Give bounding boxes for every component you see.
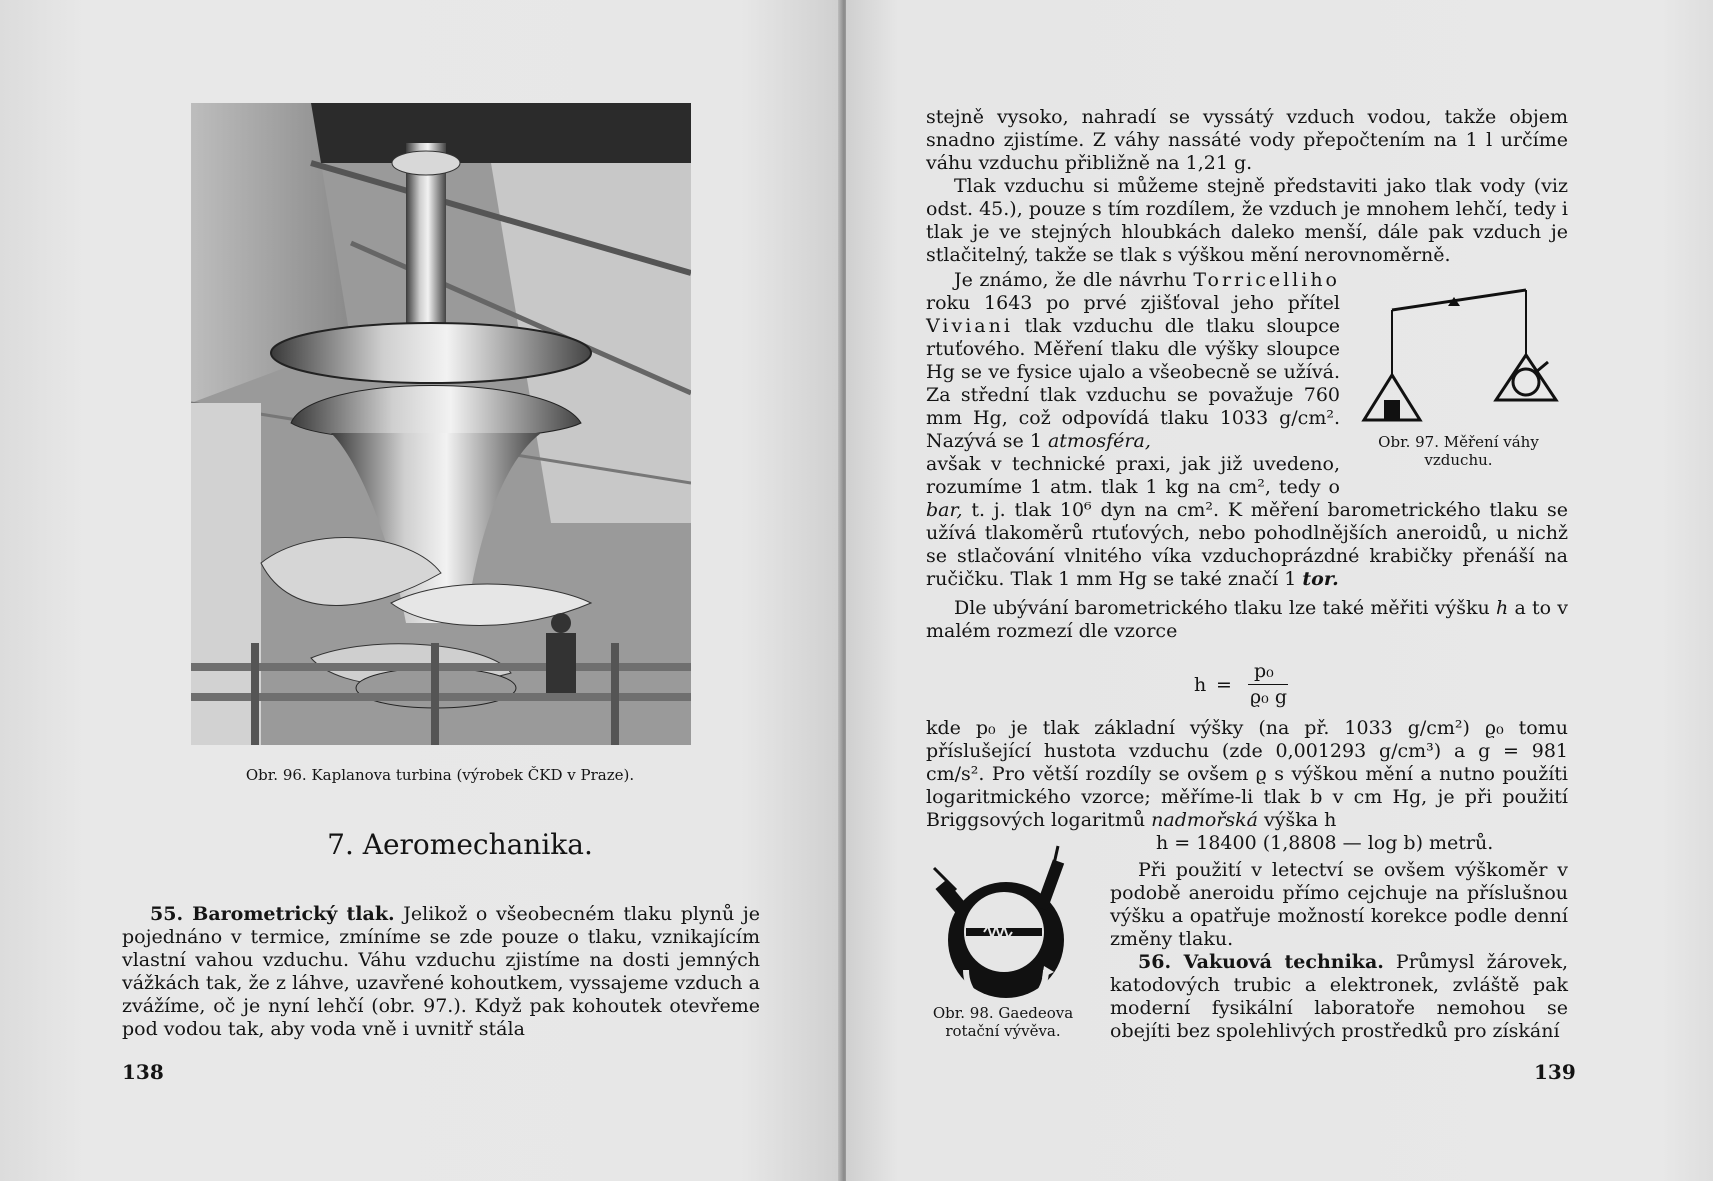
name-viviani: Viviani	[926, 315, 1013, 337]
paragraph-3-narrow-b	[926, 453, 1340, 499]
term-atmosfera: atmosféra,	[1047, 430, 1151, 452]
p3-mid2: tlak vzduchu dle tlaku sloupce rtuťového. Měření tlaku dle výšky sloupce Hg se ve fysice ujalo a všeobecně se užívá. Za střední tlak vzduchu se považuje 760 mm Hg, což odpovídá tlaku 1033 g/cm². Nazývá se 1	[926, 315, 1340, 452]
p3-start: Je známo, že dle návrhu	[954, 269, 1187, 291]
figure-97-caption: Obr. 97. Měření váhy vzduchu.	[1378, 433, 1539, 469]
balance-scale-figure	[1354, 280, 1564, 430]
paragraph-2: Tlak vzduchu si můžeme stejně představiti jako tlak vody (viz odst. 45.), pouze s tím rozdílem, že vzduch je mnohem lehčí, tedy i tlak je ve stejných hloubkách daleko menší, dále pak vzduch je stlačitelný, takže se tlak s výškou mění nerovnoměrně.	[926, 175, 1568, 266]
name-torricelli: Torricelliho	[1193, 269, 1340, 291]
term-bar: bar,	[926, 499, 963, 521]
flask-icon	[1513, 369, 1539, 395]
section-55-heading: 55. Barometrický tlak.	[150, 903, 395, 925]
figure-96-caption: Obr. 96. Kaplanova turbina (výrobek ČKD v Praze).	[245, 766, 635, 784]
p3-end: t. j. tlak 10⁶ dyn na cm². K měření barometrického tlaku se užívá tlakoměrů rtuťových, nebo pohodlnějších aneroidů, u nichž se stlačování vlnitého víka vzduchoprázdné krabičky přenáší na ručičku. Tlak 1 mm Hg se také značí 1	[926, 499, 1568, 590]
paragraph-5	[926, 717, 1568, 832]
p4-h: h	[1495, 597, 1509, 619]
formula-numerator: p₀	[1254, 660, 1274, 682]
formula-denominator: ϱ₀ g	[1250, 686, 1287, 708]
paragraph-1: stejně vysoko, nahradí se vyssátý vzduch vodou, takže objem snadno zjistíme. Z váhy nassáté vody přepočtením na 1 l určíme váhu vzduchu přibližně na 1,21 g.	[926, 106, 1568, 174]
p5-end: výška h	[1264, 809, 1337, 831]
left-page	[0, 0, 842, 1181]
balance-beam	[1392, 290, 1526, 310]
section-56-heading: 56. Vakuová technika.	[1138, 951, 1384, 973]
fraction-bar	[1248, 684, 1288, 685]
figure-98-caption: Obr. 98. Gaedeova rotační vývěva.	[932, 1004, 1074, 1040]
chapter-title: 7. Aeromechanika.	[327, 828, 593, 861]
gaede-pump-figure	[926, 840, 1086, 1020]
term-tor: tor.	[1302, 568, 1339, 590]
formula-height	[1194, 662, 1334, 714]
paragraph-3-wide	[926, 499, 1568, 643]
formula-eq: =	[1216, 674, 1232, 696]
paragraph-6: Při použití v letectví se ovšem výškoměr v podobě aneroidu přímo cejchuje na příslušnou výšku a opatřuje možností korekce podle denní změny tlaku.	[1110, 859, 1568, 950]
p3-mid3: avšak v technické praxi, jak již uvedeno, rozumíme 1 atm. tlak 1 kg na cm², tedy o	[926, 453, 1340, 498]
formula-altitude: h = 18400 (1,8808 — log b) metrů.	[1156, 832, 1494, 854]
paragraph-6-and-56	[1110, 859, 1568, 1043]
paragraph-3-narrow	[926, 269, 1340, 453]
term-nadmorska: nadmořská	[1151, 809, 1258, 831]
right-top-text	[926, 106, 1568, 267]
kaplan-turbine-photo	[191, 103, 691, 745]
turbine-image	[191, 103, 691, 745]
section-55-text	[122, 903, 760, 1041]
p3-mid1: roku 1643 po prvé zjišťoval jeho přítel	[926, 292, 1340, 314]
p4-end: a to v malém rozmezí dle vzorce	[926, 597, 1569, 642]
page-number-right: 139	[1534, 1060, 1576, 1084]
right-page	[846, 0, 1713, 1181]
weight-icon	[1384, 400, 1400, 420]
page-number-left: 138	[122, 1060, 164, 1084]
formula-lhs: h	[1194, 674, 1207, 696]
section-55-body: Jelikož o všeobecném tlaku plynů je pojednáno v termice, zmíníme se zde pouze o tlaku, vznikajícím vlastní vahou vzduchu. Váhu vzduchu zjistíme na dosti jemných vážkách tak, že z láhve, uzavřené kohoutkem, vyssajeme vzduch a zvážíme, oč je nyní lehčí (obr. 97.). Když pak kohoutek otevřeme pod vodou tak, aby voda vně i uvnitř stála	[122, 903, 760, 1040]
section-56-body: Průmysl žárovek, katodových trubic a elektronek, zvláště pak moderní fysikální laboratoře nemohou se obejíti bez spolehlivých prostředků pro získání	[1110, 951, 1568, 1042]
p5-text: kde p₀ je tlak základní výšky (na př. 1033 g/cm²) ϱ₀ tomu příslušející hustota vzduchu (zde 0,001293 g/cm³) a g = 981 cm/s². Pro větší rozdíly se ovšem ϱ s výškou mění a nutno použíti logaritmického vzorce; měříme-li tlak b v cm Hg, je při použití Briggsových logaritmů	[926, 717, 1568, 831]
p4-start: Dle ubývání barometrického tlaku lze také měřiti výšku	[954, 597, 1490, 619]
